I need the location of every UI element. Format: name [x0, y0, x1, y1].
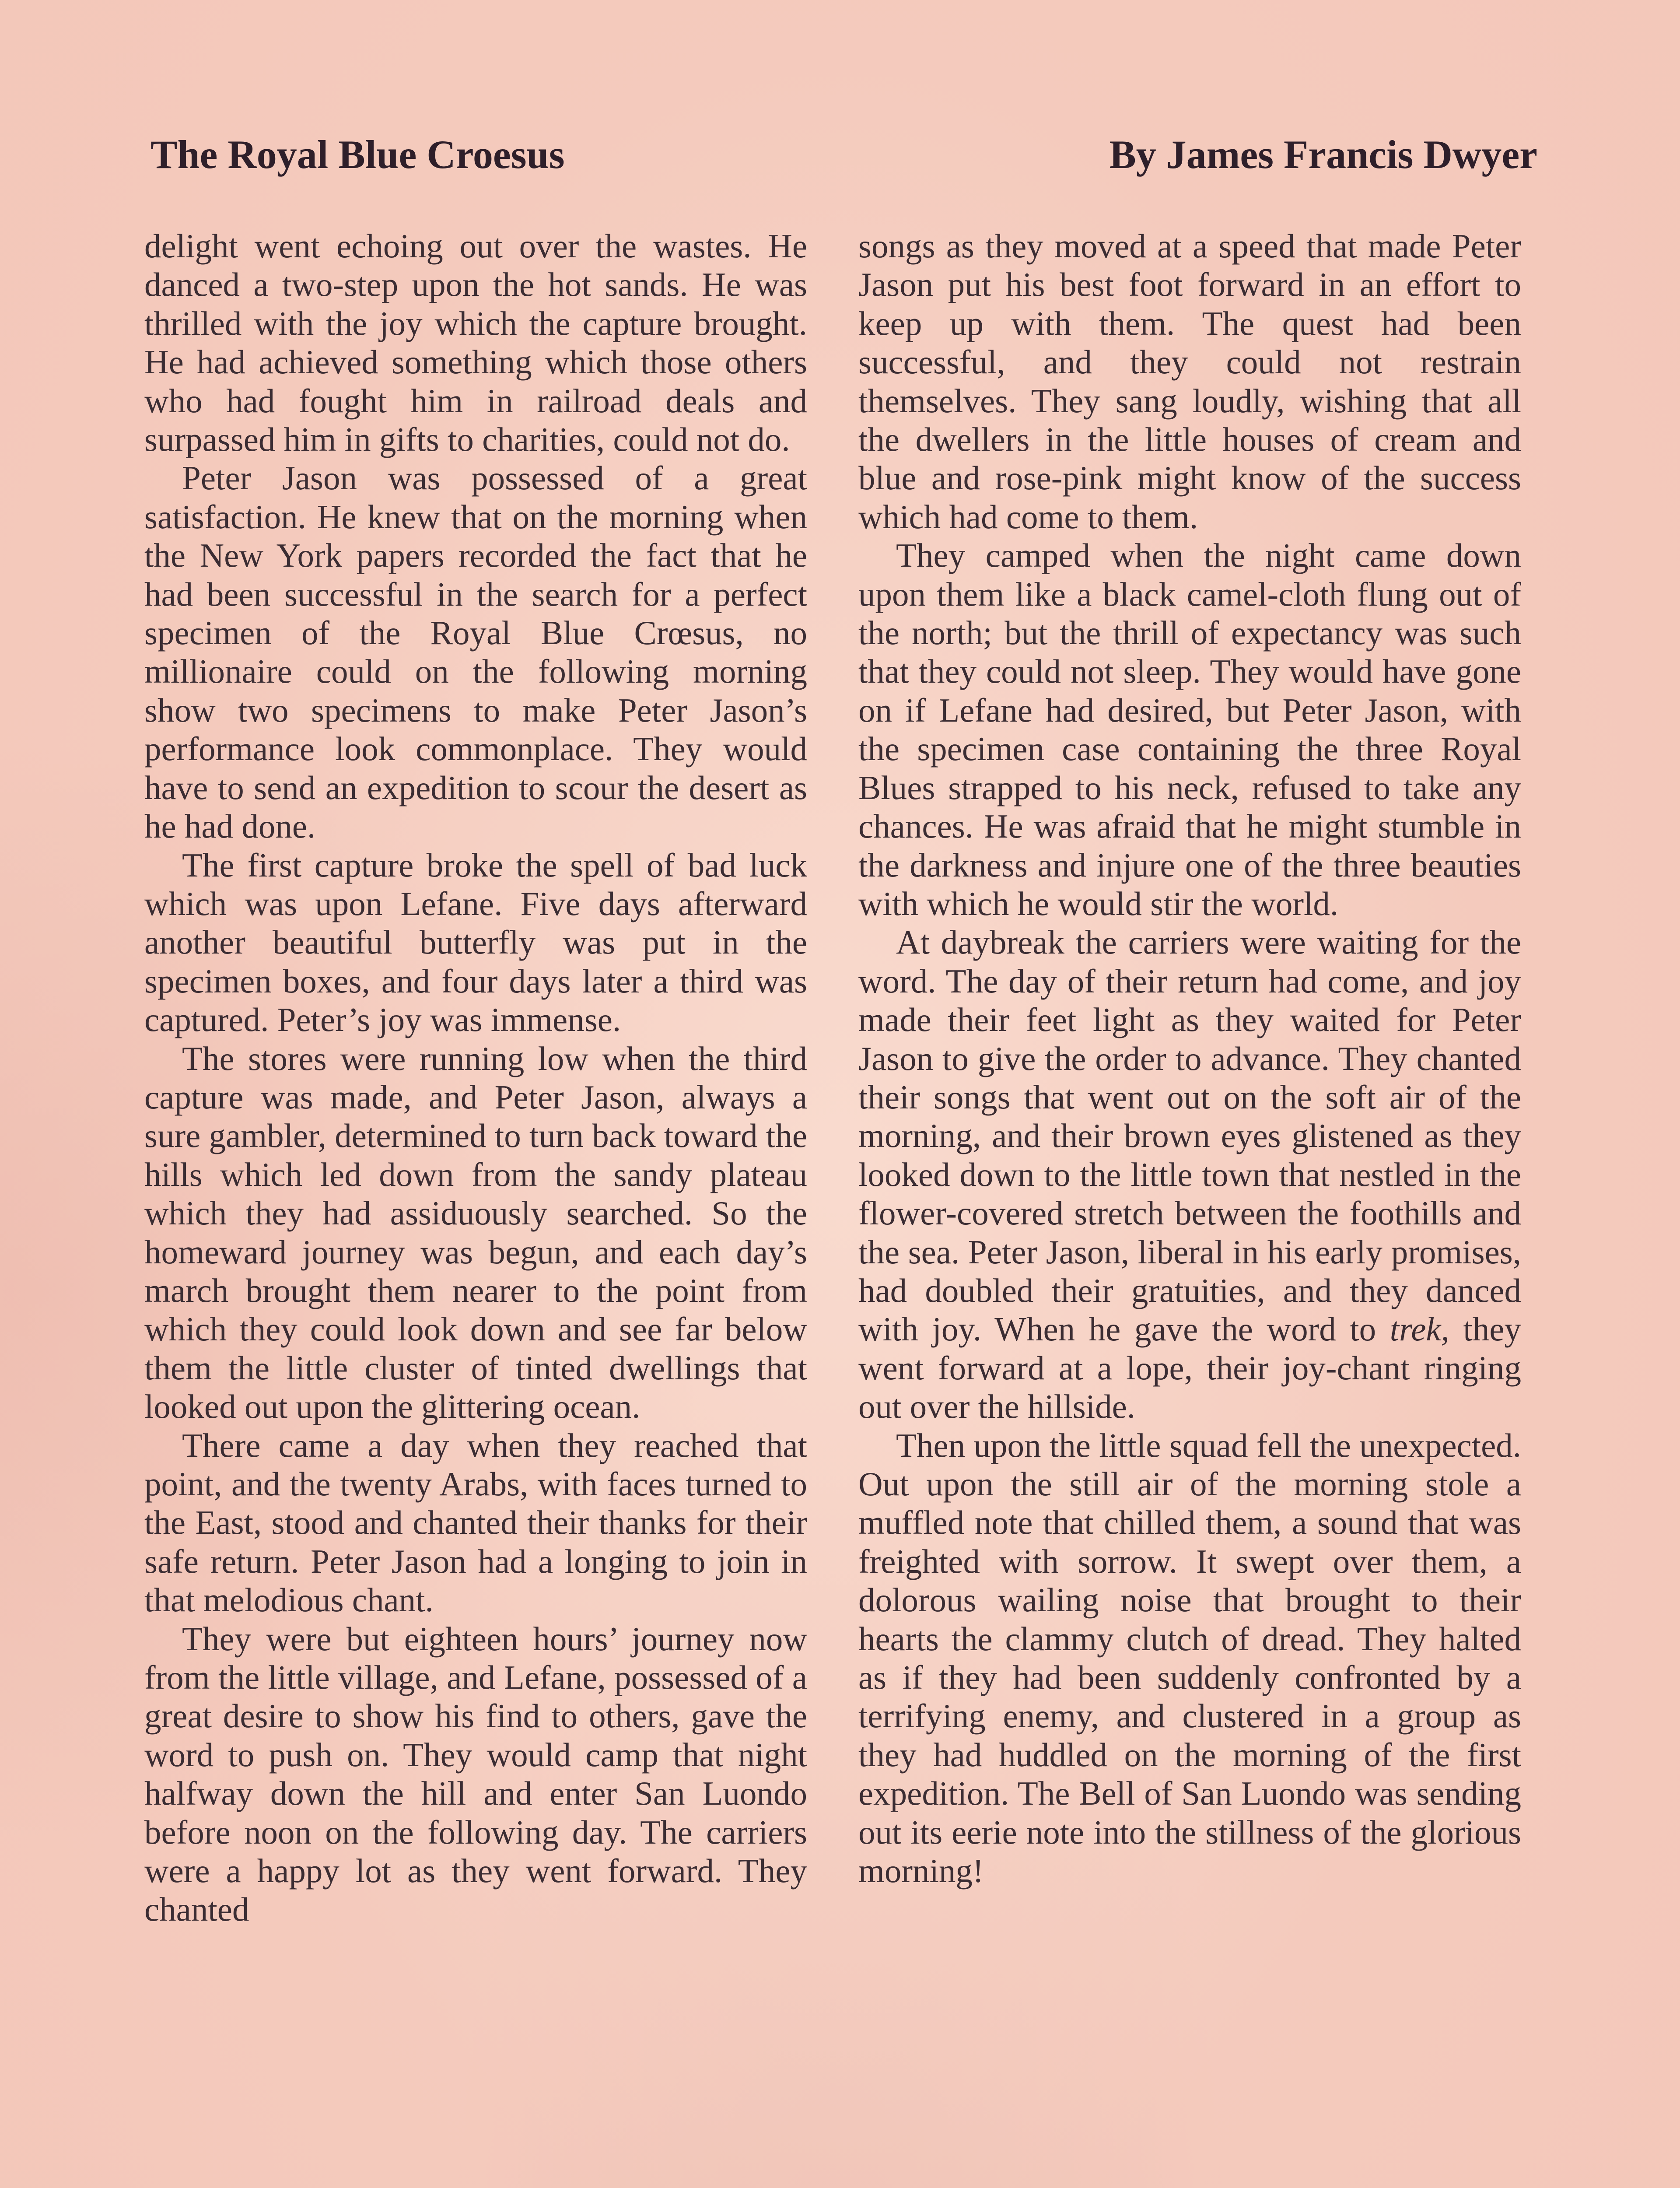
paragraph: They were but eighteen hours’ journey now from the little village, and Lefane, possessed of a great desire to show his find to others, gave the word to push on. They would camp that night halfway down the hill and enter San Luondo before noon on the following day. The carriers were a happy lot as they went forward. They chanted: [144, 1620, 807, 1929]
left-text-column: [144, 227, 807, 1929]
paragraph: Peter Jason was possessed of a great satisfaction. He knew that on the morning when the New York papers recorded the fact that he had been successful in the search for a perfect specimen of the Royal Blue Crœsus, no millionaire could on the following morning show two specimens to make Peter Jason’s performance look commonplace. They would have to send an expedition to scour the desert as he had done.: [144, 459, 807, 845]
paragraph: They camped when the night came down upon them like a black camel-cloth flung out of the north; but the thrill of expectancy was such that they could not sleep. They would have gone on if Lefane had desired, but Peter Jason, with the specimen case containing the three Royal Blues strapped to his neck, refused to take any chances. He was afraid that he might stumble in the darkness and injure one of the three beauties with which he would stir the world.: [858, 536, 1521, 922]
story-title: The Royal Blue Croesus: [150, 132, 565, 177]
paragraph: The first capture broke the spell of bad luck which was upon Lefane. Five days afterward another beautiful butterfly was put in the specimen boxes, and four days later a third was captured. Peter’s joy was immense.: [144, 846, 807, 1039]
paragraph: There came a day when they reached that point, and the twenty Arabs, with faces turned to the East, stood and chanted their thanks for their safe return. Peter Jason had a longing to join in that melodious chant.: [144, 1426, 807, 1619]
paragraph: delight went echoing out over the wastes. He danced a two-step upon the hot sands. He was thrilled with the joy which the capture brought. He had achieved something which those others who had fought him in railroad deals and surpassed him in gifts to charities, could not do.: [144, 227, 807, 459]
emphasized-word: trek,: [1390, 1310, 1449, 1348]
paragraph: [858, 923, 1521, 1426]
paragraph: songs as they moved at a speed that made Peter Jason put his best foot forward in an effort to keep up with them. The quest had been successful, and they could not restrain themselves. They sang loudly, wishing that all the dwellers in the little houses of cream and blue and rose-pink might know of the success which had come to them.: [858, 227, 1521, 536]
paragraph-text: At daybreak the carriers were waiting for the word. The day of their return had come, and joy made their feet light as they waited for Peter Jason to give the order to advance. They chanted their songs that went out on the soft air of the morning, and their brown eyes glistened as they looked down to the little town that nestled in the flower-covered stretch between the foothills and the sea. Peter Jason, liberal in his early promises, had doubled their gratuities, and they danced with joy. When he gave the word to: [858, 923, 1521, 1348]
paragraph: Then upon the little squad fell the unexpected. Out upon the still air of the morning stole a muffled note that chilled them, a sound that was freighted with sorrow. It swept over them, a dolorous wailing noise that brought to their hearts the clammy clutch of dread. They halted as if they had been suddenly confronted by a terrifying enemy, and clustered in a group as they had huddled on the morning of the first expedition. The Bell of San Luondo was sending out its eerie note into the stillness of the glorious morning!: [858, 1426, 1521, 1890]
paragraph: The stores were running low when the third capture was made, and Peter Jason, always a sure gambler, determined to turn back toward the hills which led down from the sandy plateau which they had assiduously searched. So the homeward journey was begun, and each day’s march brought them nearer to the point from which they could look down and see far below them the little cluster of tinted dwellings that looked out upon the glittering ocean.: [144, 1039, 807, 1426]
right-text-column: [858, 227, 1521, 1890]
running-header: [150, 131, 1537, 193]
paragraph-text: they went forward at a lope, their joy-chant ringing out over the hillside.: [858, 1310, 1521, 1426]
author-byline: By James Francis Dwyer: [1109, 132, 1537, 177]
